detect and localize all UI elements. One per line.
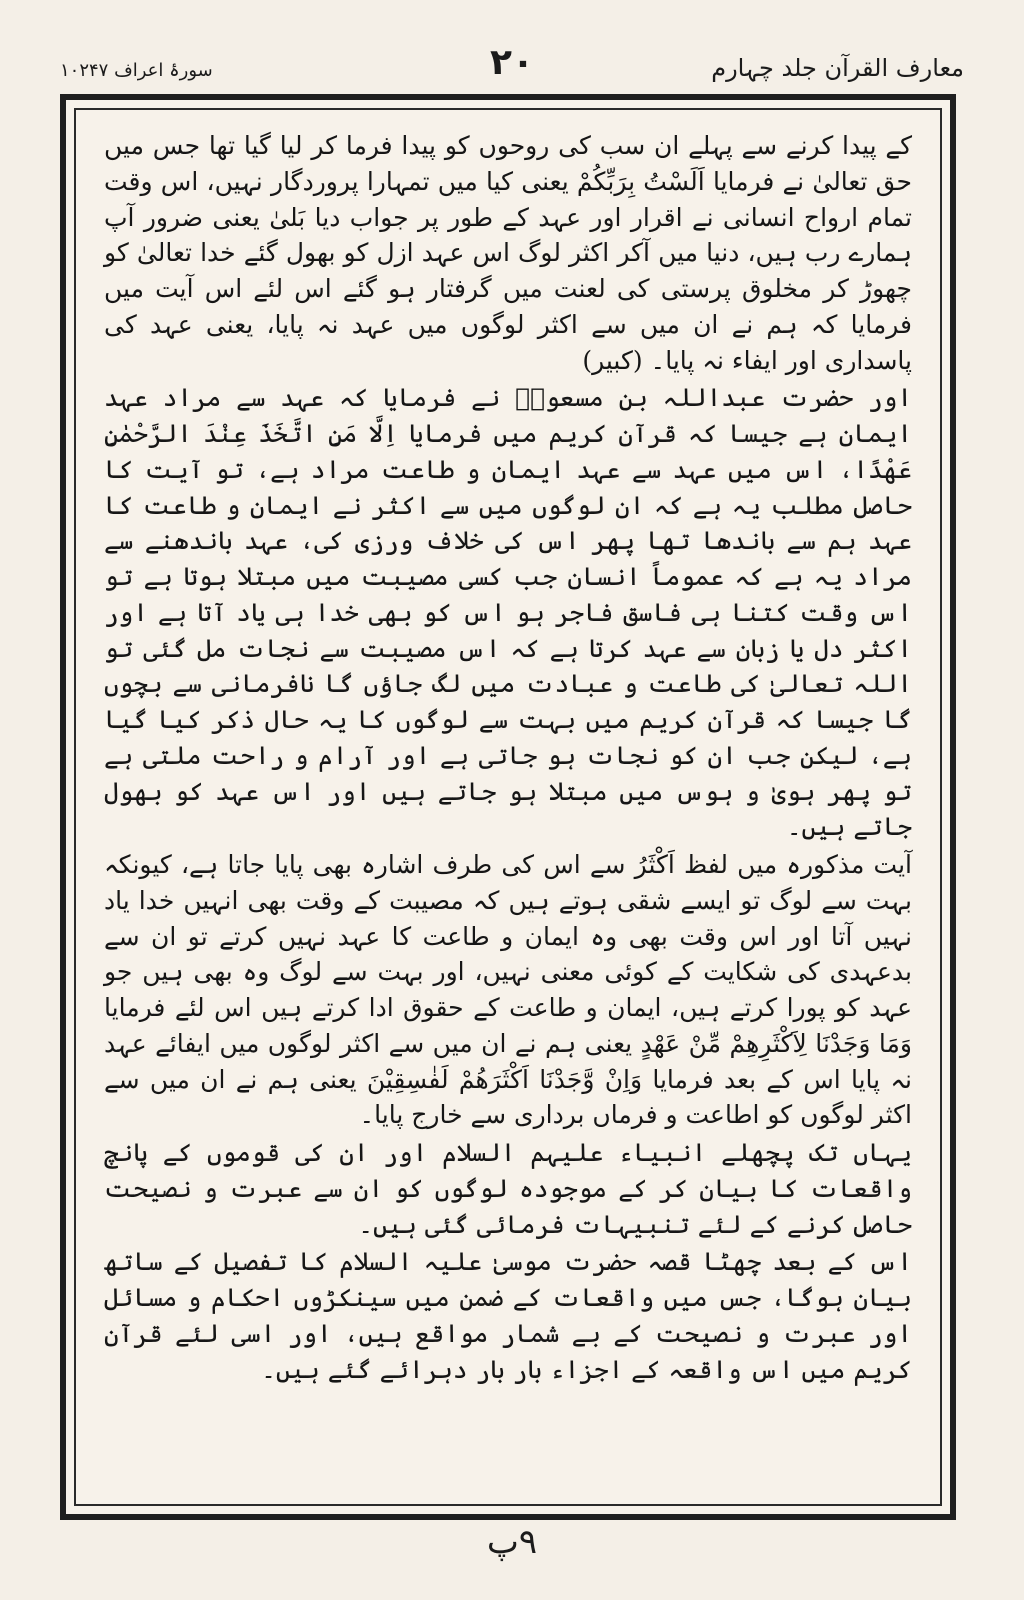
- main-content: [104, 128, 912, 1387]
- page-header: [60, 42, 964, 98]
- paragraph-4: یہاں تک پچھلے انبیاء علیہم السلام اور ان کی قوموں کے پانچ واقعات کا بیان کر کے موجودہ لوگوں کو ان سے عبرت و نصیحت حاصل کرنے کے لئے تنبیہات فرمائی گئی ہیں۔: [104, 1138, 912, 1239]
- inner-text-frame: [74, 108, 942, 1506]
- paragraph-1: کے پیدا کرنے سے پہلے ان سب کی روحوں کو پیدا فرما کر لیا گیا تھا جس میں حق تعالیٰ نے فرمایا اَلَسْتُ بِرَبِّكُمْ یعنی کیا میں تمہارا پروردگار نہیں، اس وقت تمام ارواح انسانی نے اقرار اور عہد کے طور پر جواب دیا بَلیٰ یعنی ضرور آپ ہمارے رب ہیں، دنیا میں آکر اکثر لوگ اس عہد ازل کو بھول گئے خدا تعالیٰ کو چھوڑ کر مخلوق پرستی کی لعنت میں گرفتار ہو گئے اس لئے اس آیت میں فرمایا کہ ہم نے ان میں سے اکثر لوگوں میں عہد نہ پایا، یعنی عہد کی پاسداری اور ایفاء نہ پایا۔ (کبیر): [104, 131, 912, 375]
- footer-page-marker: ۹پ: [486, 1522, 538, 1562]
- paragraph-5: اس کے بعد چھٹا قصہ حضرت موسیٰ علیہ السلام کا تفصیل کے ساتھ بیان ہوگا، جس میں واقعات کے ضمن میں سینکڑوں احکام و مسائل اور عبرت و نصیحت کے بے شمار مواقع ہیں، اور اسی لئے قرآن کریم میں اس واقعہ کے اجزاء بار بار دہرائے گئے ہیں۔: [104, 1247, 912, 1384]
- paragraph-2: اور حضرت عبداللہ بن مسعودؓ نے فرمایا کہ عہد سے مراد عہد ایمان ہے جیسا کہ قرآن کریم میں فرمایا اِلَّا مَنِ اتَّخَذَ عِنْدَ الرَّحْمٰنِ عَهْدًا، اس میں عہد سے عہد ایمان و طاعت مراد ہے، تو آیت کا حاصل مطلب یہ ہے کہ ان لوگوں میں سے اکثر نے ایمان و طاعت کا عہد ہم سے باندھا تھا پھر اس کی خلاف ورزی کی، عہد باندھنے سے مراد یہ ہے کہ عموماً انسان جب کسی مصیبت میں مبتلا ہوتا ہے تو اس وقت کتنا ہی فاسق فاجر ہو اس کو بھی خدا ہی یاد آتا ہے اور اکثر دل یا زبان سے عہد کرتا ہے کہ اس مصیبت سے نجات مل گئی تو اللہ تعالیٰ کی طاعت و عبادت میں لگ جاؤں گا نافرمانی سے بچوں گا جیسا کہ قرآن کریم میں بہت سے لوگوں کا یہ حال ذکر کیا گیا ہے، لیکن جب ان کو نجات ہو جاتی ہے اور آرام و راحت ملتی ہے تو پھر ہویٰ و ہوس میں مبتلا ہو جاتے ہیں اور اس عہد کو بھول جاتے ہیں۔: [104, 383, 912, 842]
- paragraph-3: آیت مذکورہ میں لفظ اَكْثَرُ سے اس کی طرف اشارہ بھی پایا جاتا ہے، کیونکہ بہت سے لوگ تو ایسے شقی ہوتے ہیں کہ مصیبت کے وقت بھی انہیں خدا یاد نہیں آتا اور اس وقت بھی وہ ایمان و طاعت کا عہد نہیں کرتے تو ان سے بدعہدی کی شکایت کے کوئی معنی نہیں، اور بہت سے لوگ وہ بھی ہیں جو عہد کو پورا کرتے ہیں، ایمان و طاعت کے حقوق ادا کرتے ہیں اس لئے فرمایا وَمَا وَجَدْنَا لِاَكْثَرِهِمْ مِّنْ عَهْدٍ یعنی ہم نے ان میں سے اکثر لوگوں میں ایفائے عہد نہ پایا اس کے بعد فرمایا وَاِنْ وَّجَدْنَا اَكْثَرَهُمْ لَفٰسِقِيْنَ یعنی ہم نے ان میں سے اکثر لوگوں کو اطاعت و فرماں برداری سے خارج پایا۔: [104, 850, 912, 1130]
- book-title: معارف القرآن جلد چہارم: [711, 54, 964, 82]
- surah-reference: سورۂ اعراف ۱۰۲۴۷: [60, 60, 213, 81]
- text-frame: [60, 94, 956, 1520]
- page-number: ۲۰: [490, 42, 534, 83]
